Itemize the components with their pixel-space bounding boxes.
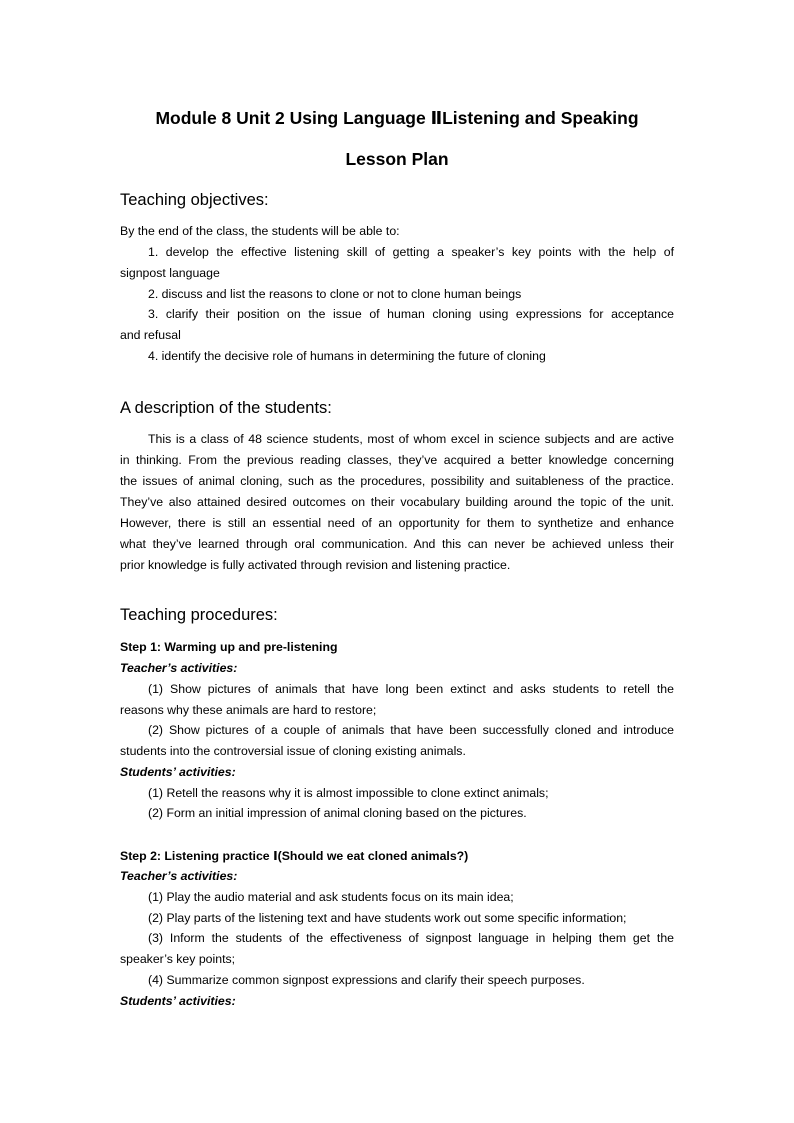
step-1-teacher-activity-1-line-1: (1) Show pictures of animals that have long been extinct and asks students to retell the: [148, 682, 674, 696]
step-2-title: Step 2: Listening practice Ⅰ(Should we eat cloned animals?): [120, 849, 469, 863]
step-1-teacher-label: Teacher’s activities:: [120, 661, 238, 675]
students-paragraph-line: prior knowledge is fully activated through revision and listening practice.: [120, 558, 511, 572]
document-title: Module 8 Unit 2 Using Language ⅡListening and Speaking: [155, 108, 639, 128]
procedures-heading: Teaching procedures:: [120, 606, 278, 624]
students-paragraph-line: what they’ve learned through oral communication. And this can never be achieved unless their: [120, 537, 674, 551]
objectives-heading: Teaching objectives:: [120, 191, 269, 209]
step-2-teacher-activity-3-line-1: (3) Inform the students of the effectiveness of signpost language in helping them get the: [148, 931, 674, 945]
objective-3-line-1: 3. clarify their position on the issue of human cloning using expressions for acceptance: [148, 307, 674, 321]
students-paragraph-line: However, there is still an essential need of an opportunity for them to synthetize and enhance: [120, 516, 674, 530]
objective-3-line-2: and refusal: [120, 328, 181, 342]
students-paragraph-line: the issues of animal cloning, such as the procedures, possibility and suitableness of the practice.: [120, 474, 674, 488]
step-1-teacher-activity-1-line-2: reasons why these animals are hard to restore;: [120, 703, 377, 717]
students-paragraph-line: This is a class of 48 science students, most of whom excel in science subjects and are active: [148, 432, 674, 446]
step-1-student-activity-1: (1) Retell the reasons why it is almost impossible to clone extinct animals;: [148, 786, 549, 800]
step-2-students-label: Students’ activities:: [120, 994, 236, 1008]
step-1-teacher-activity-2-line-2: students into the controversial issue of cloning existing animals.: [120, 744, 466, 758]
step-1-student-activity-2: (2) Form an initial impression of animal cloning based on the pictures.: [148, 806, 527, 820]
step-1-title: Step 1: Warming up and pre-listening: [120, 640, 338, 654]
students-paragraph-line: They’ve also attained desired outcomes on their vocabulary building around the topic of the unit.: [120, 495, 674, 509]
step-2-teacher-activity-2: (2) Play parts of the listening text and have students work out some specific information;: [148, 911, 627, 925]
step-2-teacher-activity-3-line-2: speaker’s key points;: [120, 952, 236, 966]
objective-1-line-2: signpost language: [120, 266, 220, 280]
step-1-teacher-activity-2-line-1: (2) Show pictures of a couple of animals that have been successfully cloned and introduce: [148, 723, 674, 737]
step-2-teacher-activity-4: (4) Summarize common signpost expressions and clarify their speech purposes.: [148, 973, 585, 987]
objective-1-line-1: 1. develop the effective listening skill of getting a speaker’s key points with the help of: [148, 245, 674, 259]
objective-4: 4. identify the decisive role of humans in determining the future of cloning: [148, 349, 546, 363]
students-heading: A description of the students:: [120, 399, 332, 417]
objectives-intro: By the end of the class, the students will be able to:: [120, 224, 400, 238]
step-1-students-label: Students’ activities:: [120, 765, 236, 779]
objective-2: 2. discuss and list the reasons to clone or not to clone human beings: [148, 287, 522, 301]
step-2-teacher-activity-1: (1) Play the audio material and ask students focus on its main idea;: [148, 890, 514, 904]
step-2-teacher-label: Teacher’s activities:: [120, 869, 238, 883]
document-subtitle: Lesson Plan: [345, 149, 449, 169]
students-paragraph-line: in thinking. From the previous reading classes, they’ve acquired a better knowledge concerning: [120, 453, 674, 467]
